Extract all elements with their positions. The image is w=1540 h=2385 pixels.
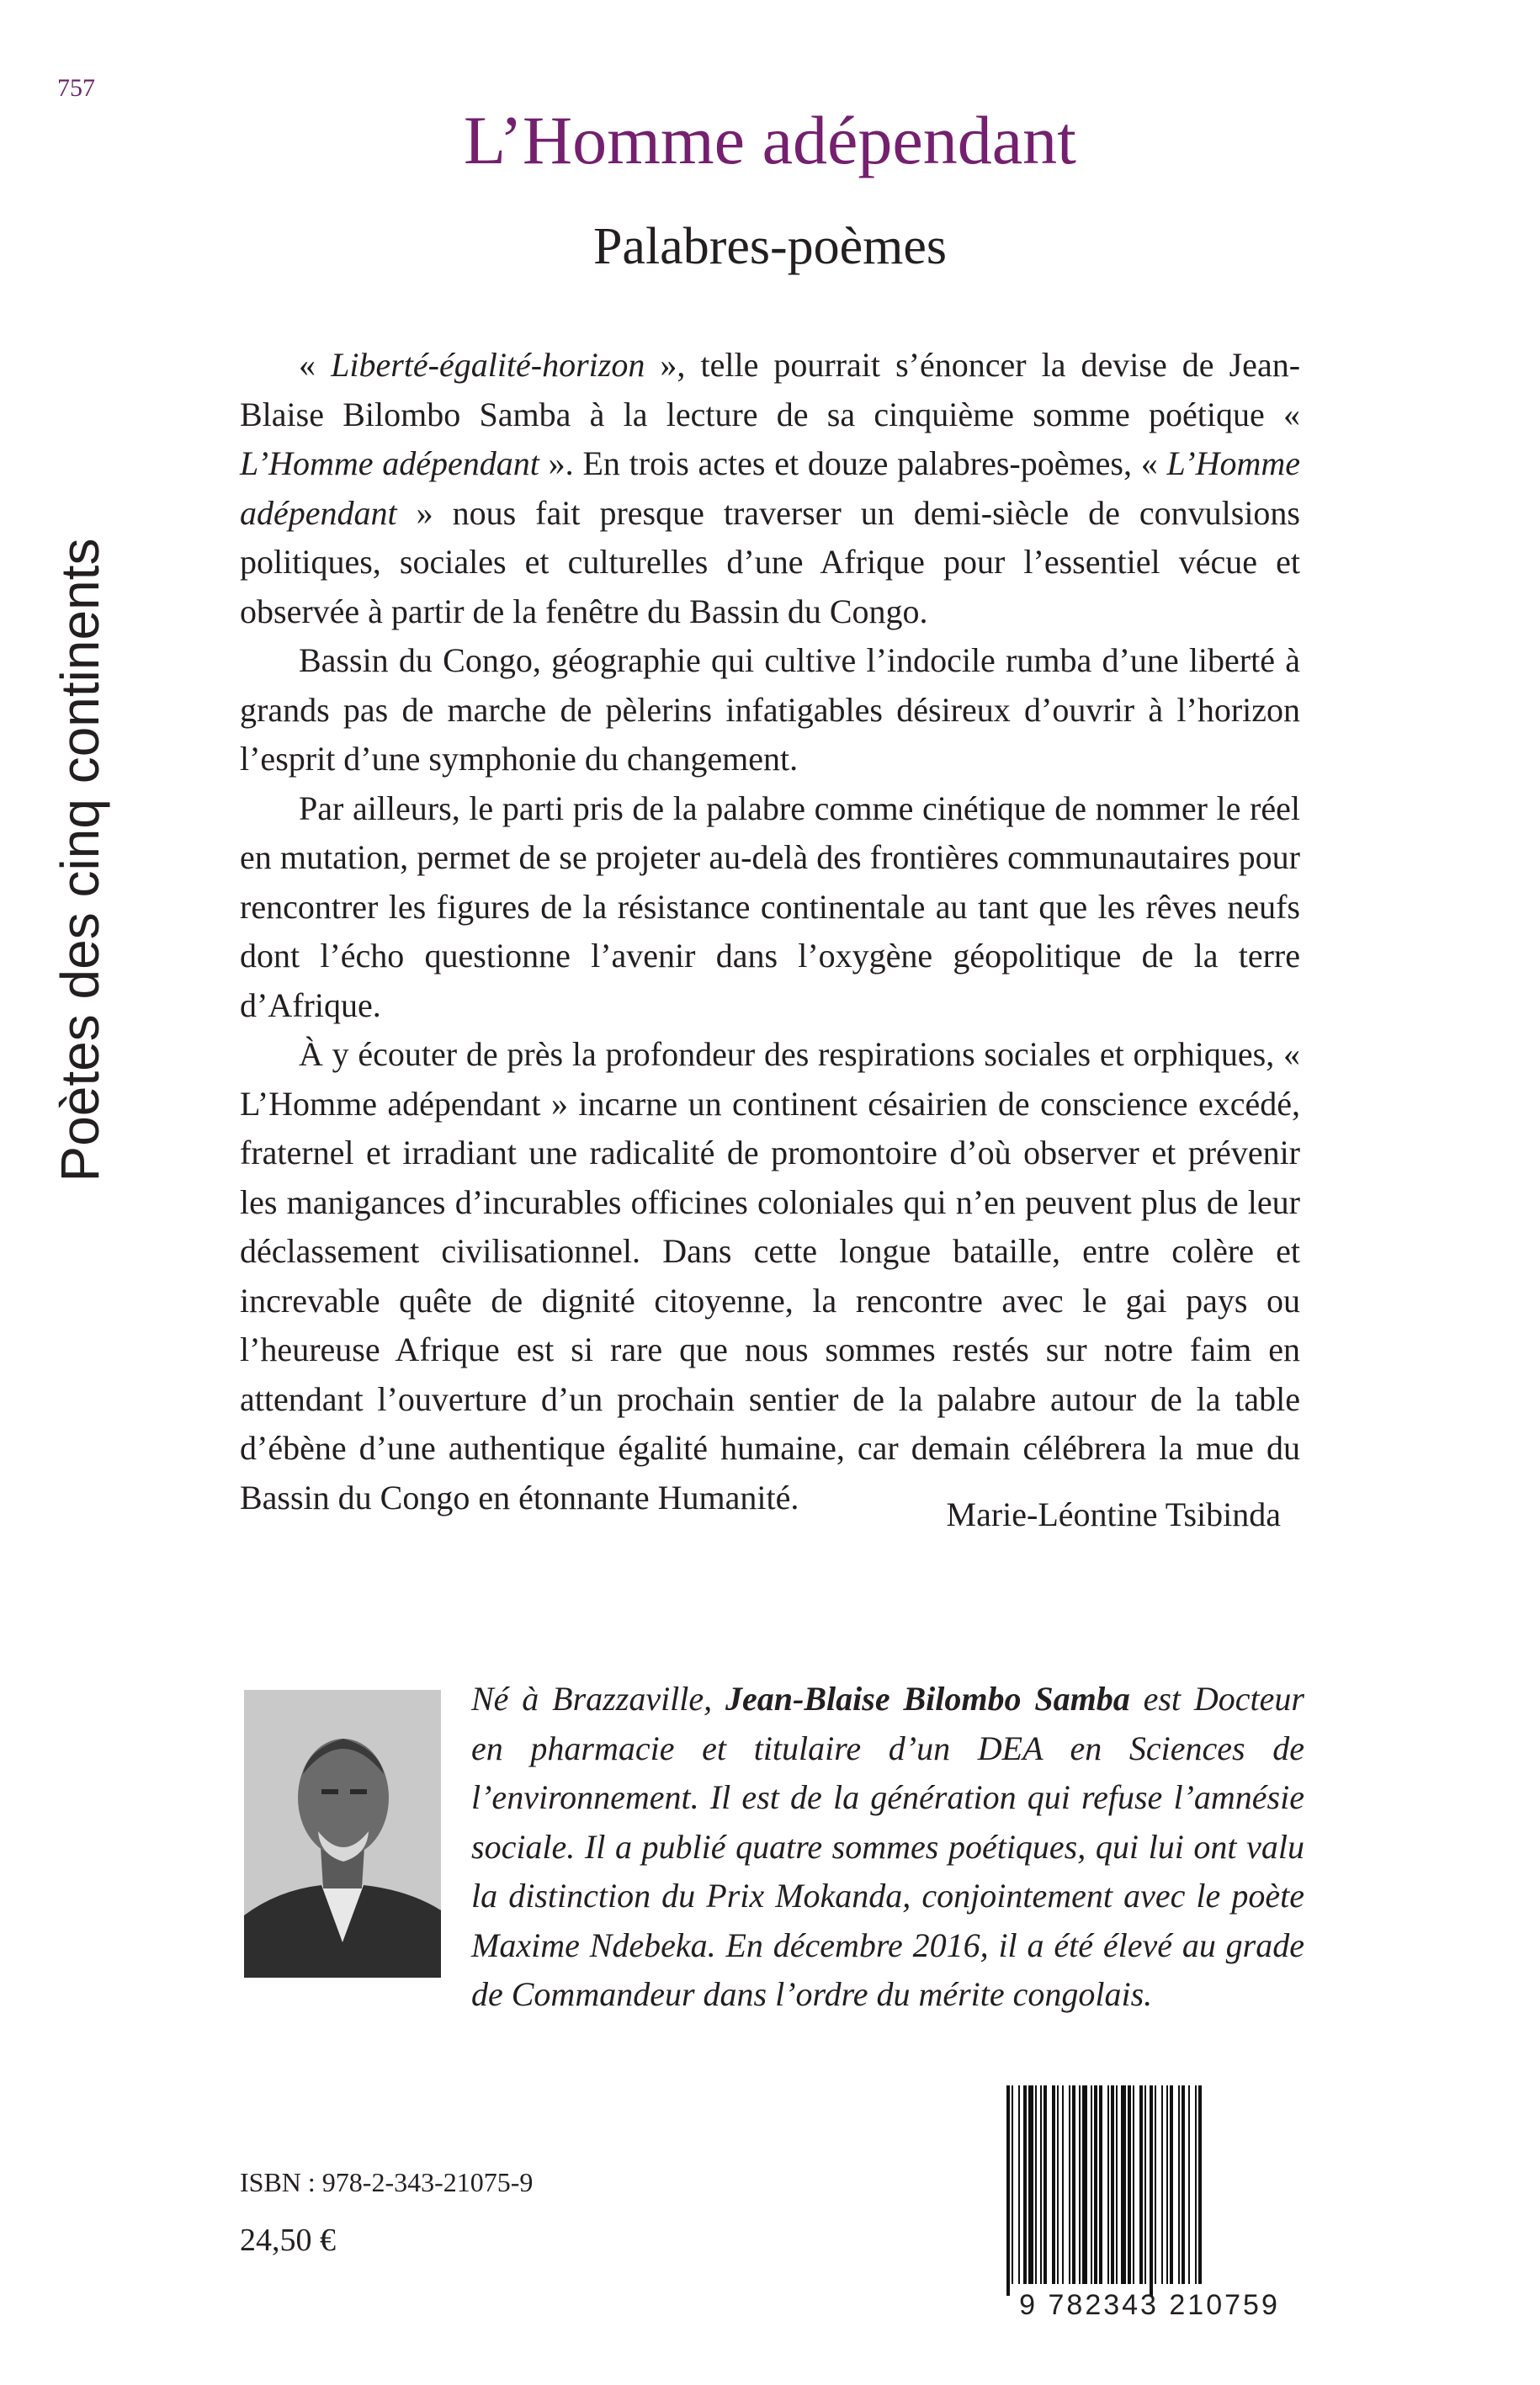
book-title: L’Homme adépendant — [464, 102, 1076, 178]
blurb-p1-text-c: » nous fait presque traverser un demi-siècle de convulsions politiques, sociales et culturelles d’une Afrique pour l’essentiel vécue et observée à partir de la fenêtre du Bassin du Congo. — [240, 493, 1300, 630]
barcode-bar — [1139, 2085, 1143, 2284]
barcode-bars — [1003, 2085, 1296, 2296]
barcode-digits: 9 782343 210759 — [1019, 2289, 1280, 2321]
barcode-bar — [1006, 2085, 1010, 2296]
price: 24,50 € — [240, 2223, 336, 2258]
author-bio-paragraph — [471, 1675, 1304, 2020]
barcode-bar — [1052, 2085, 1055, 2284]
barcode-bar — [1082, 2085, 1087, 2284]
barcode-bar — [1094, 2085, 1097, 2284]
blurb-p1-italic-motto: Liberté-égalité-horizon — [331, 346, 645, 384]
barcode-bar — [1018, 2085, 1020, 2284]
barcode-bar — [1107, 2085, 1109, 2284]
isbn: ISBN : 978-2-343-21075-9 — [240, 2167, 534, 2197]
barcode-bar — [1091, 2085, 1092, 2284]
barcode-bar — [1111, 2085, 1114, 2284]
book-subtitle: Palabres-poèmes — [592, 218, 948, 275]
barcode-bar — [1178, 2085, 1180, 2284]
blurb-signature: Marie-Léontine Tsibinda — [946, 1495, 1281, 1533]
barcode-bar — [1069, 2085, 1070, 2284]
blurb-paragraph-1 — [240, 341, 1300, 636]
barcode-bar — [1043, 2085, 1047, 2284]
blurb — [240, 341, 1300, 1522]
barcode-bar — [1028, 2085, 1033, 2284]
barcode-bar — [1012, 2085, 1013, 2284]
barcode-bar — [1195, 2085, 1197, 2284]
barcode-bar — [1144, 2085, 1146, 2284]
blurb-p1-italic-title-b: L’Homme adépendant — [240, 444, 1300, 532]
blurb-paragraph-3: Par ailleurs, le parti pris de la palabre comme cinétique de nommer le réel en mutation, permet de se projeter au-delà des frontières communautaires pour rencontrer les figures de la résistance continentale au tant que les rêves neufs dont l’écho questionne l’avenir dans l’oxygène géopolitique de la terre d’Afrique. — [240, 789, 1300, 1024]
barcode-bar — [1155, 2085, 1156, 2284]
barcode-bar — [1099, 2085, 1102, 2284]
barcode — [1003, 2085, 1296, 2296]
author-bio-rest: est Docteur en pharmacie et titulaire d’un DEA en Sciences de l’environnement. Il est de la génération qui refuse l’amnésie sociale. Il a publié quatre sommes poétiques, qui lui ont valu la distinction du Prix Mokanda, conjointement avec le poète Maxime Ndebeka. En décembre 2016, il a été élevé au grade de Commandeur dans l’ordre du mérite congolais. — [471, 1680, 1304, 2013]
blurb-p1-text-a: », telle pourrait s’énoncer la devise de Jean-Blaise Bilombo Samba à la lecture de sa cinquième somme poétique « — [240, 346, 1301, 433]
series-name: Poètes des cinq continents — [50, 538, 110, 1182]
blurb-p1-italic-title-a: L’Homme adépendant — [240, 444, 539, 482]
barcode-bar — [1116, 2085, 1118, 2284]
barcode-bar — [1182, 2085, 1185, 2284]
barcode-bar — [1198, 2085, 1202, 2284]
barcode-bar — [1128, 2085, 1131, 2284]
barcode-bar — [1150, 2085, 1153, 2296]
author-bio — [471, 1675, 1304, 2020]
blurb-p1-text-b: ». En trois actes et douze palabres-poèmes, « — [539, 444, 1167, 482]
barcode-bar — [1133, 2085, 1134, 2284]
author-photo — [244, 1690, 441, 1978]
series-number: 757 — [57, 74, 95, 102]
barcode-bar — [1079, 2085, 1081, 2284]
blurb-paragraph-2: Bassin du Congo, géographie qui cultive l’indocile rumba d’une liberté à grands pas de marche de pèlerins infatigables désireux d’ouvrir à l’horizon l’esprit d’une symphonie du changement. — [240, 641, 1300, 778]
barcode-bar — [1057, 2085, 1059, 2284]
barcode-bar — [1035, 2085, 1037, 2284]
barcode-bar — [1161, 2085, 1163, 2284]
blurb-paragraph-4: À y écouter de près la profondeur des respirations sociales et orphiques, « L’Homme adépendant » incarne un continent césairien de conscience excédé, fraternel et irradiant une radicalité de promontoire d’où observer et prévenir les manigances d’incurables officines coloniales qui n’en peuvent plus de leur déclassement civilisationnel. Dans cette longue bataille, entre colère et increvable quête de dignité citoyenne, la rencontre avec le gai pays ou l’heureuse Afrique est si rare que nous sommes restés sur notre faim en attendant l’ouverture d’un prochain sentier de la palabre autour de la table d’ébène d’une authentique égalité humaine, car demain célébrera la mue du Bassin du Congo en étonnante Humanité. — [240, 1035, 1300, 1517]
barcode-bar — [1121, 2085, 1126, 2284]
barcode-bar — [1040, 2085, 1042, 2284]
barcode-bar — [1188, 2085, 1190, 2284]
blurb-p1-open: « — [299, 346, 332, 384]
barcode-bar — [1170, 2085, 1173, 2284]
barcode-bar — [1062, 2085, 1064, 2284]
author-name: Jean-Blaise Bilombo Samba — [725, 1680, 1130, 1718]
barcode-bar — [1072, 2085, 1075, 2284]
barcode-bar — [1023, 2085, 1027, 2284]
author-bio-intro: Né à Brazzaville, — [471, 1680, 726, 1718]
barcode-bar — [1166, 2085, 1168, 2284]
